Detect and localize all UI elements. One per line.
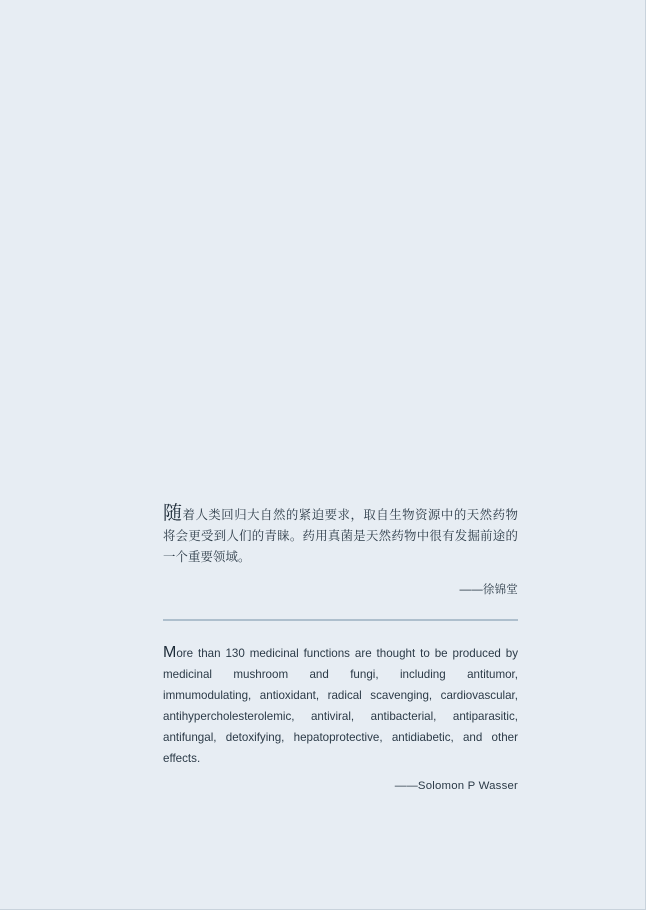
chinese-quote-attribution: ——徐锦堂 [459, 583, 518, 596]
chinese-quote [163, 504, 518, 568]
english-quote-attribution: ——Solomon P Wasser [394, 780, 518, 793]
english-quote [163, 643, 518, 769]
english-quote-body: ore than 130 medicinal functions are thought to be produced by medicinal mushroom and fungi, including antitumor, immumodulating, antioxidant, radical scavenging, cardiovascular, antihypercholesterolemic, antiviral, antibacterial, antiparasitic, antifungal, detoxifying, hepatoprotective, antidiabetic, and other effects. [163, 646, 518, 765]
quote-block [163, 492, 518, 792]
page-edge-bottom [0, 910, 662, 920]
page-edge-right [646, 0, 662, 920]
chinese-quote-dropcap: 随 [163, 503, 183, 525]
section-divider [163, 619, 518, 621]
chinese-quote-body: 着人类回归大自然的紧迫要求，取自生物资源中的天然药物将会更受到人们的青睐。药用真菌是天然药物中很有发掘前途的一个重要领域。 [163, 508, 518, 565]
english-quote-dropcap: M [163, 643, 177, 661]
